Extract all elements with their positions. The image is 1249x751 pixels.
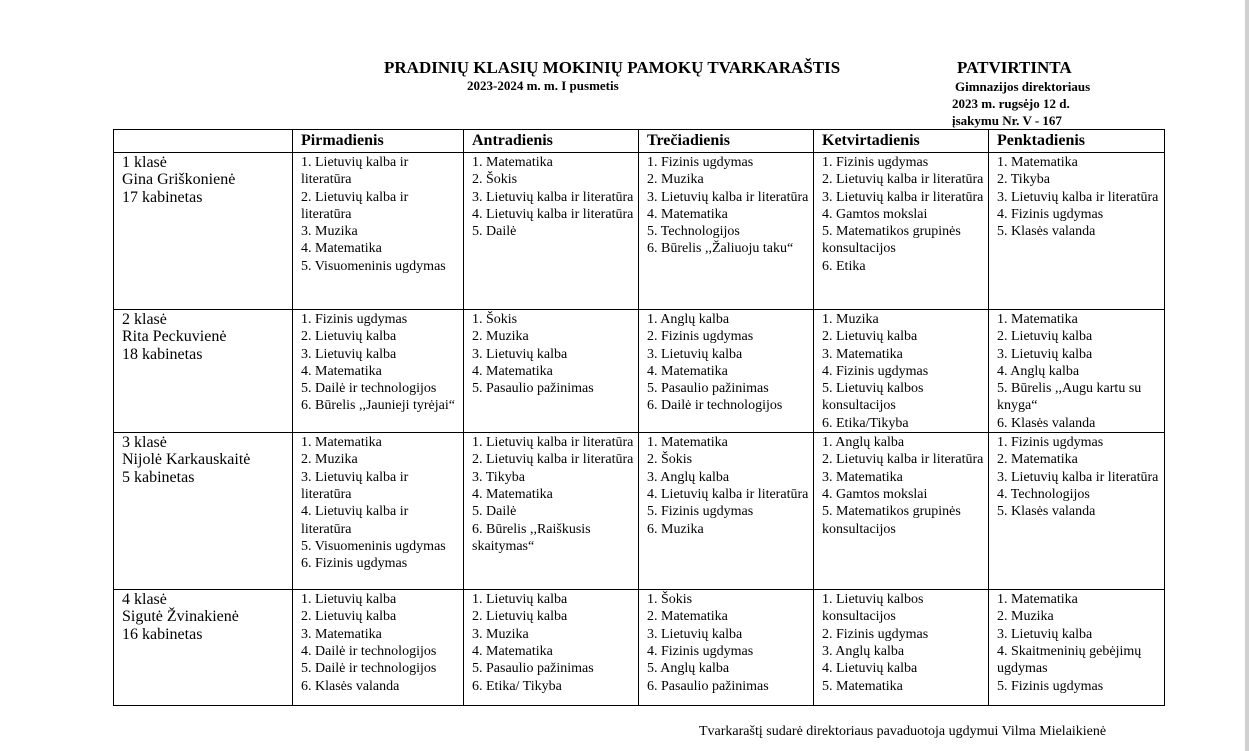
lesson-list bbox=[301, 591, 459, 695]
lesson-item: 1. Anglų kalba bbox=[647, 312, 730, 327]
room-number: 16 kabinetas bbox=[122, 625, 203, 643]
lesson-item: 1. Matematika bbox=[301, 435, 382, 451]
lesson-item: 1. Fizinis ugdymas bbox=[822, 155, 929, 170]
class-info-cell bbox=[114, 590, 293, 706]
lesson-item: 4. Matematika bbox=[647, 363, 728, 379]
lesson-item: 6. Dailė ir technologijos bbox=[647, 398, 783, 414]
lesson-item: 5. Visuomeninis ugdymas bbox=[301, 258, 446, 274]
lesson-item: 4. Gamtos mokslai bbox=[822, 206, 928, 222]
room-number: 18 kabinetas bbox=[122, 345, 203, 363]
lesson-list bbox=[822, 154, 984, 275]
lesson-item: 4. Matematika bbox=[472, 643, 553, 659]
lesson-item: 6. Fizinis ugdymas bbox=[301, 556, 408, 572]
lesson-cell bbox=[989, 433, 1165, 590]
lesson-item: 1. Matematika bbox=[997, 155, 1078, 170]
lesson-item: 1. Lietuvių kalba ir literatūra bbox=[301, 155, 409, 188]
lesson-item: 1. Fizinis ugdymas bbox=[997, 435, 1104, 451]
lesson-item: 6. Būrelis ,,Raiškusis skaitymas“ bbox=[472, 521, 591, 554]
table-row bbox=[114, 310, 1165, 433]
lesson-item: 2. Lietuvių kalba bbox=[472, 609, 568, 625]
lesson-item: 5. Klasės valanda bbox=[997, 224, 1096, 240]
lesson-list bbox=[822, 591, 984, 695]
lesson-item: 3. Lietuvių kalba ir literatūra bbox=[997, 189, 1159, 205]
lesson-cell bbox=[464, 590, 639, 706]
lesson-item: 4. Lietuvių kalba bbox=[822, 661, 918, 677]
lesson-item: 5. Dailė ir technologijos bbox=[301, 661, 437, 677]
lesson-item: 4. Lietuvių kalba ir literatūra bbox=[301, 504, 409, 537]
lesson-item: 6. Pasaulio pažinimas bbox=[647, 678, 769, 694]
lesson-list bbox=[647, 434, 809, 538]
lesson-item: 3. Anglų kalba bbox=[822, 643, 905, 659]
lesson-item: 1. Šokis bbox=[647, 592, 693, 608]
day-header: Ketvirtadienis bbox=[814, 130, 989, 153]
lesson-item: 4. Matematika bbox=[472, 363, 553, 379]
lesson-item: 2. Šokis bbox=[472, 172, 518, 188]
room-number: 5 kabinetas bbox=[122, 468, 195, 486]
lesson-item: 3. Lietuvių kalba bbox=[301, 346, 397, 362]
class-name: 4 klasė bbox=[122, 591, 167, 609]
lesson-item: 5. Matematika bbox=[822, 678, 903, 694]
approval-line-3: įsakymu Nr. V - 167 bbox=[952, 113, 1062, 128]
lesson-item: 2. Lietuvių kalba bbox=[301, 609, 397, 625]
class-name: 2 klasė bbox=[122, 311, 167, 328]
approval-title: PATVIRTINTA bbox=[957, 58, 1072, 77]
lesson-item: 4. Matematika bbox=[301, 363, 382, 379]
document-title: PRADINIŲ KLASIŲ MOKINIŲ PAMOKŲ TVARKARAŠTIS bbox=[384, 58, 841, 77]
lesson-item: 1. Muzika bbox=[822, 312, 879, 327]
lesson-item: 5. Dailė bbox=[472, 504, 517, 520]
lesson-item: 6. Etika/Tikyba bbox=[822, 415, 909, 431]
lesson-item: 5. Matematikos grupinės konsultacijos bbox=[822, 224, 961, 257]
lesson-item: 2. Matematika bbox=[647, 609, 728, 625]
lesson-item: 1. Matematika bbox=[472, 155, 553, 170]
lesson-item: 4. Technologijos bbox=[997, 486, 1090, 502]
day-header: Trečiadienis bbox=[639, 130, 814, 153]
lesson-item: 2. Lietuvių kalba ir literatūra bbox=[472, 452, 634, 468]
lesson-cell bbox=[639, 590, 814, 706]
lesson-item: 4. Matematika bbox=[472, 486, 553, 502]
lesson-item: 1. Fizinis ugdymas bbox=[647, 155, 754, 170]
lesson-item: 5. Pasaulio pažinimas bbox=[647, 381, 769, 397]
lesson-item: 4. Matematika bbox=[647, 206, 728, 222]
teacher-name: Rita Peckuvienė bbox=[122, 328, 227, 346]
lesson-list bbox=[472, 154, 634, 240]
lesson-item: 1. Anglų kalba bbox=[822, 435, 905, 451]
lesson-item: 6. Būrelis ,,Jaunieji tyrėjai“ bbox=[301, 398, 455, 414]
lesson-list bbox=[301, 311, 459, 415]
lesson-item: 3. Lietuvių kalba ir literatūra bbox=[647, 189, 809, 205]
lesson-item: 2. Lietuvių kalba ir literatūra bbox=[822, 172, 984, 188]
lesson-item: 5. Fizinis ugdymas bbox=[997, 678, 1104, 694]
lesson-item: 4. Skaitmeninių gebėjimų ugdymas bbox=[997, 643, 1142, 677]
lesson-item: 1. Lietuvių kalba bbox=[472, 592, 568, 608]
lesson-item: 5. Fizinis ugdymas bbox=[647, 504, 754, 520]
lesson-item: 3. Lietuvių kalba bbox=[647, 346, 743, 362]
lesson-item: 5. Pasaulio pažinimas bbox=[472, 661, 594, 677]
lesson-item: 2. Tikyba bbox=[997, 172, 1050, 188]
teacher-name: Sigutė Žvinakienė bbox=[122, 608, 239, 626]
approval-line-2: 2023 m. rugsėjo 12 d. bbox=[952, 96, 1070, 111]
lesson-cell bbox=[293, 590, 464, 706]
lesson-item: 3. Muzika bbox=[472, 626, 529, 642]
lesson-item: 3. Lietuvių kalba ir literatūra bbox=[301, 469, 409, 502]
lesson-item: 3. Matematika bbox=[822, 469, 903, 485]
lesson-item: 3. Tikyba bbox=[472, 469, 525, 485]
lesson-cell bbox=[293, 433, 464, 590]
teacher-name: Gina Griškonienė bbox=[122, 171, 236, 189]
lesson-item: 5. Pasaulio pažinimas bbox=[472, 381, 594, 397]
lesson-item: 6. Etika bbox=[822, 258, 866, 274]
day-header: Antradienis bbox=[464, 130, 639, 153]
lesson-item: 2. Matematika bbox=[997, 452, 1078, 468]
lesson-list bbox=[997, 311, 1160, 432]
lesson-item: 4. Lietuvių kalba ir literatūra bbox=[647, 486, 809, 502]
lesson-item: 4. Dailė ir technologijos bbox=[301, 643, 437, 659]
lesson-item: 4. Lietuvių kalba ir literatūra bbox=[472, 206, 634, 222]
lesson-item: 2. Lietuvių kalba bbox=[301, 329, 397, 345]
approval-block bbox=[952, 58, 1090, 129]
lesson-list bbox=[472, 311, 634, 397]
lesson-item: 3. Lietuvių kalba bbox=[997, 626, 1093, 642]
lesson-item: 3. Matematika bbox=[822, 346, 903, 362]
lesson-cell bbox=[464, 310, 639, 433]
lesson-item: 6. Etika/ Tikyba bbox=[472, 678, 562, 694]
lesson-list bbox=[301, 154, 459, 275]
lesson-item: 2. Lietuvių kalba ir literatūra bbox=[822, 452, 984, 468]
lesson-item: 2. Muzika bbox=[472, 329, 529, 345]
lesson-item: 4. Matematika bbox=[301, 241, 382, 257]
table-header-row bbox=[114, 130, 1165, 153]
lesson-list bbox=[647, 591, 809, 695]
lesson-cell bbox=[639, 153, 814, 310]
page-edge bbox=[1245, 0, 1249, 751]
lesson-item: 2. Lietuvių kalba bbox=[822, 329, 918, 345]
lesson-item: 3. Lietuvių kalba bbox=[647, 626, 743, 642]
lesson-cell bbox=[639, 433, 814, 590]
lesson-cell bbox=[293, 310, 464, 433]
lesson-item: 5. Dailė ir technologijos bbox=[301, 381, 437, 397]
lesson-cell bbox=[814, 310, 989, 433]
lesson-item: 3. Anglų kalba bbox=[647, 469, 730, 485]
lesson-cell bbox=[639, 310, 814, 433]
lesson-item: 1. Šokis bbox=[472, 312, 518, 327]
lesson-cell bbox=[989, 590, 1165, 706]
day-header: Pirmadienis bbox=[293, 130, 464, 153]
lesson-cell bbox=[814, 590, 989, 706]
lesson-item: 3. Muzika bbox=[301, 224, 358, 240]
class-info-cell bbox=[114, 153, 293, 310]
lesson-item: 5. Matematikos grupinės konsultacijos bbox=[822, 504, 961, 537]
table-row bbox=[114, 590, 1165, 706]
lesson-list bbox=[822, 434, 984, 538]
class-info-cell bbox=[114, 433, 293, 590]
lesson-cell bbox=[989, 310, 1165, 433]
lesson-item: 3. Lietuvių kalba bbox=[997, 346, 1093, 362]
lesson-item: 3. Lietuvių kalba ir literatūra bbox=[997, 469, 1159, 485]
lesson-item: 1. Lietuvių kalbos konsultacijos bbox=[822, 592, 924, 625]
lesson-list bbox=[647, 311, 809, 415]
lesson-item: 3. Lietuvių kalba bbox=[472, 346, 568, 362]
lesson-item: 2. Muzika bbox=[997, 609, 1054, 625]
lesson-item: 5. Visuomeninis ugdymas bbox=[301, 538, 446, 554]
lesson-item: 5. Technologijos bbox=[647, 224, 740, 240]
lesson-item: 1. Matematika bbox=[997, 312, 1078, 327]
lesson-item: 5. Klasės valanda bbox=[997, 504, 1096, 520]
lesson-item: 1. Lietuvių kalba ir literatūra bbox=[472, 435, 634, 451]
table-row bbox=[114, 433, 1165, 590]
corner-cell bbox=[114, 130, 293, 153]
lesson-item: 1. Matematika bbox=[647, 435, 728, 451]
lesson-item: 2. Lietuvių kalba bbox=[997, 329, 1093, 345]
class-name: 1 klasė bbox=[122, 154, 167, 171]
lesson-item: 4. Fizinis ugdymas bbox=[997, 206, 1104, 222]
lesson-item: 4. Anglų kalba bbox=[997, 363, 1080, 379]
day-header: Penktadienis bbox=[989, 130, 1165, 153]
lesson-item: 2. Lietuvių kalba ir literatūra bbox=[301, 189, 409, 222]
lesson-item: 5. Būrelis ,,Augu kartu su knyga“ bbox=[997, 381, 1142, 414]
lesson-item: 6. Klasės valanda bbox=[997, 415, 1096, 431]
lesson-item: 3. Matematika bbox=[301, 626, 382, 642]
lesson-item: 2. Šokis bbox=[647, 452, 693, 468]
lesson-list bbox=[997, 434, 1160, 520]
lesson-list bbox=[301, 434, 459, 572]
lesson-cell bbox=[989, 153, 1165, 310]
lesson-list bbox=[472, 434, 634, 555]
lesson-item: 1. Lietuvių kalba bbox=[301, 592, 397, 608]
teacher-name: Nijolė Karkauskaitė bbox=[122, 451, 251, 469]
lesson-item: 1. Matematika bbox=[997, 592, 1078, 608]
lesson-list bbox=[822, 311, 984, 432]
approval-line-1: Gimnazijos direktoriaus bbox=[955, 79, 1091, 94]
lesson-item: 5. Dailė bbox=[472, 224, 517, 240]
lesson-cell bbox=[464, 433, 639, 590]
class-info-cell bbox=[114, 310, 293, 433]
lesson-item: 3. Lietuvių kalba ir literatūra bbox=[472, 189, 634, 205]
table-row bbox=[114, 153, 1165, 310]
lesson-item: 6. Muzika bbox=[647, 521, 704, 537]
lesson-cell bbox=[814, 433, 989, 590]
lesson-item: 6. Būrelis ,,Žaliuoju taku“ bbox=[647, 241, 794, 257]
room-number: 17 kabinetas bbox=[122, 188, 203, 206]
lesson-item: 2. Fizinis ugdymas bbox=[647, 329, 754, 345]
lesson-cell bbox=[293, 153, 464, 310]
lesson-cell bbox=[814, 153, 989, 310]
lesson-item: 4. Gamtos mokslai bbox=[822, 486, 928, 502]
footer-note: Tvarkaraštį sudarė direktoriaus pavaduotoja ugdymui Vilma Mielaikienė bbox=[699, 724, 1107, 739]
lesson-item: 2. Fizinis ugdymas bbox=[822, 626, 929, 642]
class-name: 3 klasė bbox=[122, 434, 167, 452]
schedule-table bbox=[113, 129, 1165, 706]
lesson-list bbox=[997, 591, 1160, 695]
lesson-item: 3. Lietuvių kalba ir literatūra bbox=[822, 189, 984, 205]
lesson-list bbox=[647, 154, 809, 258]
lesson-item: 4. Fizinis ugdymas bbox=[822, 363, 929, 379]
lesson-list bbox=[472, 591, 634, 695]
lesson-item: 6. Klasės valanda bbox=[301, 678, 400, 694]
lesson-list bbox=[997, 154, 1160, 240]
lesson-item: 5. Lietuvių kalbos konsultacijos bbox=[822, 381, 924, 414]
lesson-cell bbox=[464, 153, 639, 310]
lesson-item: 4. Fizinis ugdymas bbox=[647, 643, 754, 659]
lesson-item: 5. Anglų kalba bbox=[647, 661, 730, 677]
document-subtitle: 2023-2024 m. m. I pusmetis bbox=[467, 78, 619, 93]
lesson-item: 1. Fizinis ugdymas bbox=[301, 312, 408, 327]
lesson-item: 2. Muzika bbox=[647, 172, 704, 188]
lesson-item: 2. Muzika bbox=[301, 452, 358, 468]
